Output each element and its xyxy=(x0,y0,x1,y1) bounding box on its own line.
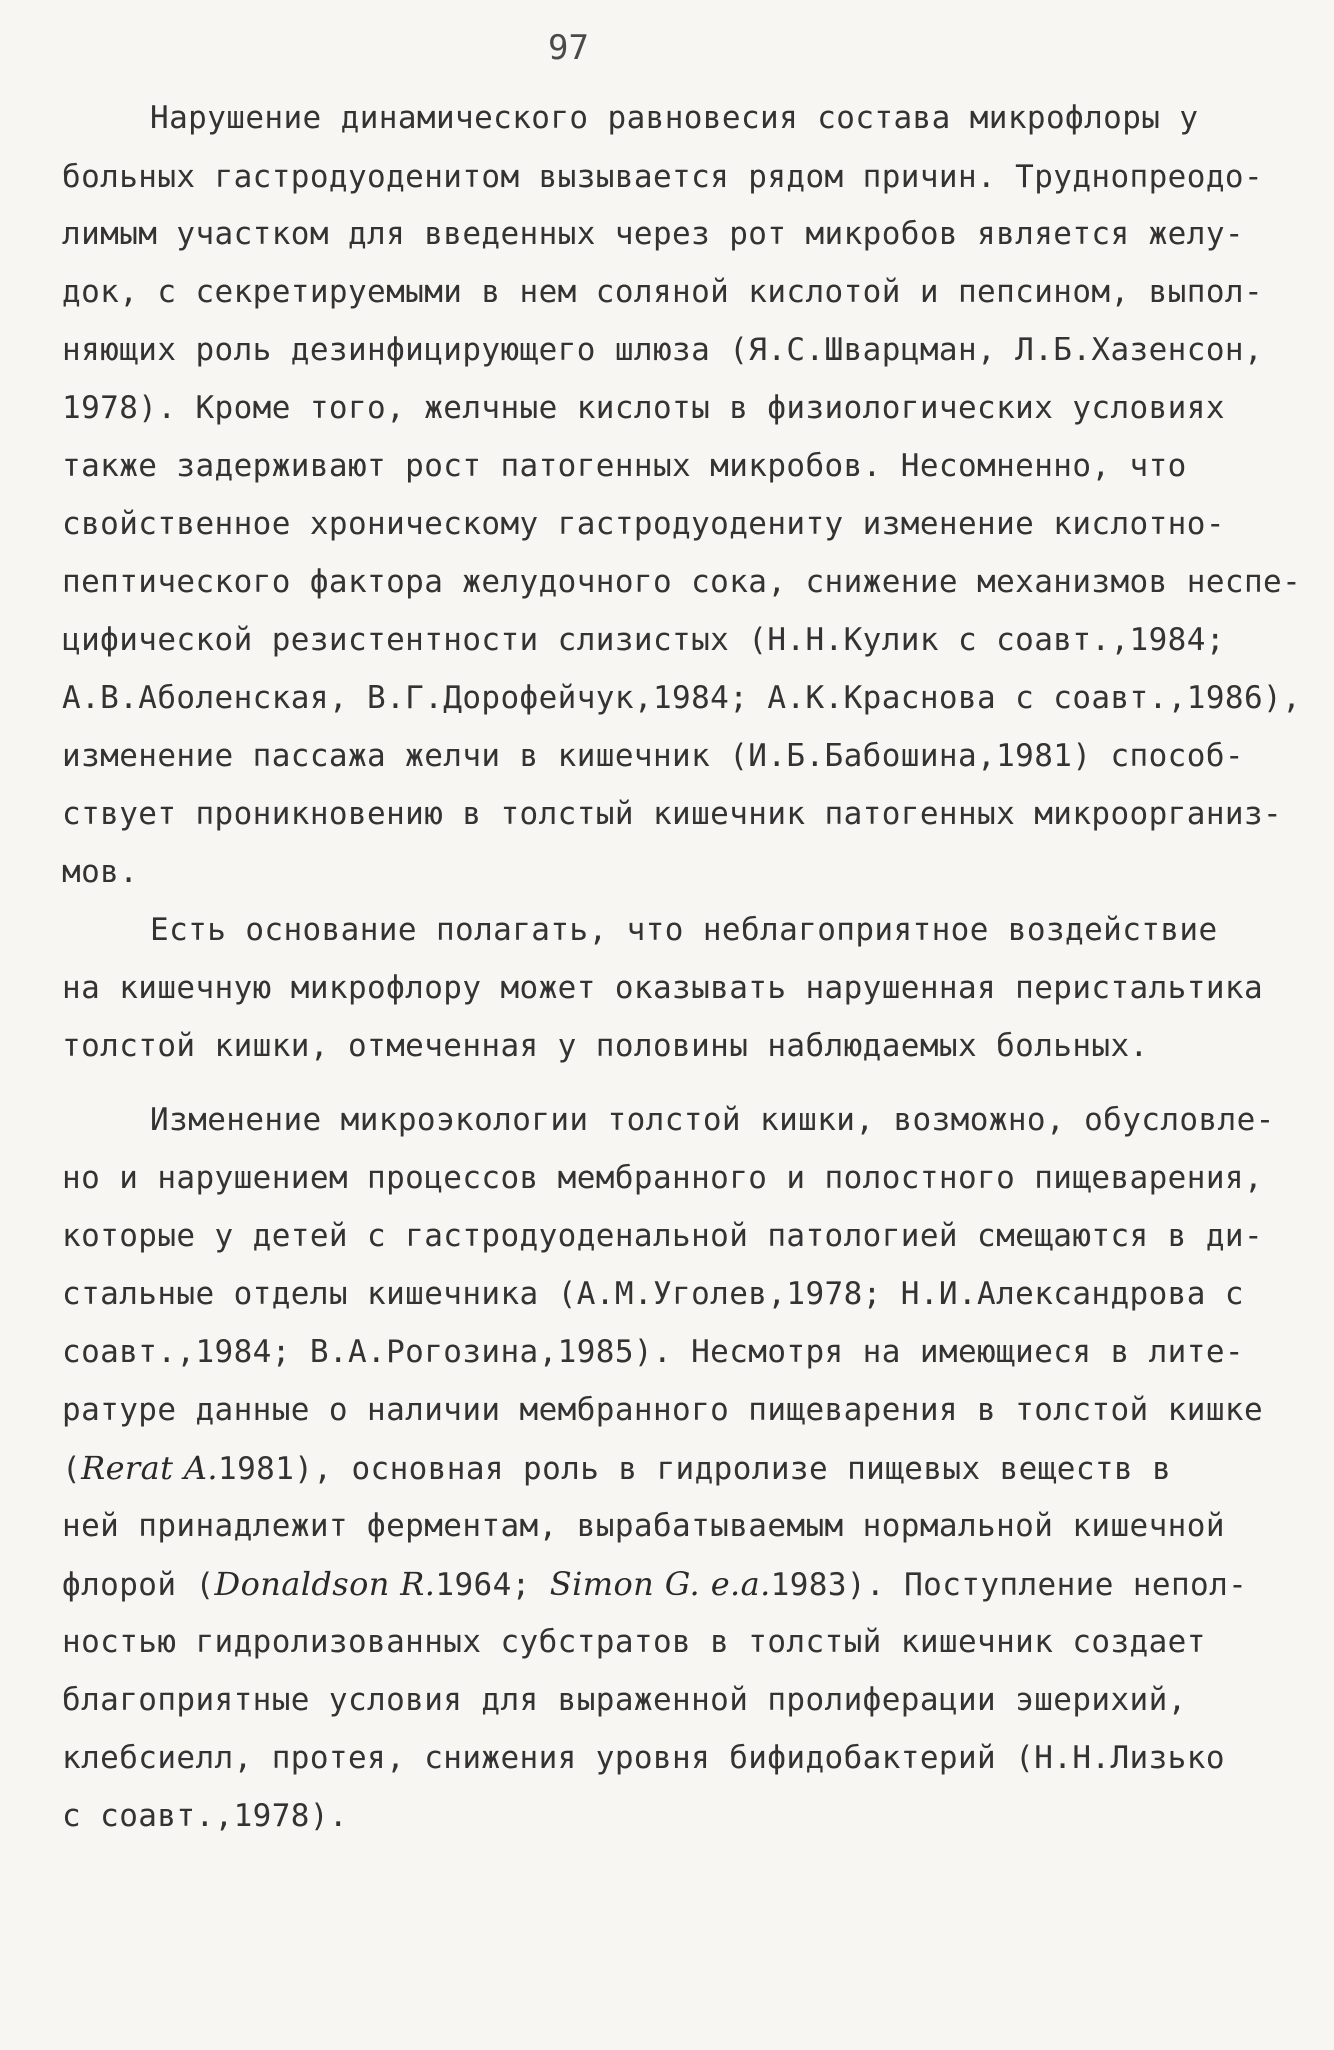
text-line: ней принадлежит ферментам, вырабатываемым нормальной кишечной xyxy=(62,1508,1225,1544)
text-line-handwritten-ref xyxy=(62,1564,1247,1605)
handwritten-author: Donaldson R. xyxy=(214,1565,436,1603)
text-line: с соавт.,1978). xyxy=(62,1798,348,1834)
text-line: А.В.Аболенская, В.Г.Дорофейчук,1984; А.К.Краснова с соавт.,1986), xyxy=(62,680,1302,716)
text-line: стальные отделы кишечника (А.М.Уголев,1978; Н.И.Александрова с xyxy=(62,1276,1244,1312)
text-line: Есть основание полагать, что неблагоприятное воздействие xyxy=(150,912,1218,948)
text-line: пептического фактора желудочного сока, снижение механизмов неспе- xyxy=(62,564,1302,600)
text-line: больных гастродуоденитом вызывается рядом причин. Труднопреодо- xyxy=(62,159,1264,195)
line-fragment: 1981), основная роль в гидролизе пищевых веществ в xyxy=(218,1451,1172,1487)
line-fragment: ( xyxy=(62,1451,82,1487)
line-fragment: 1983). Поступление непол- xyxy=(770,1567,1248,1603)
text-line: клебсиелл, протея, снижения уровня бифидобактерий (Н.Н.Лизько xyxy=(62,1740,1225,1776)
text-line: няющих роль дезинфицирующего шлюза (Я.С.Шварцман, Л.Б.Хазенсон, xyxy=(62,332,1264,368)
text-line: док, с секретируемыми в нем соляной кислотой и пепсином, выпол- xyxy=(62,274,1264,310)
handwritten-author: Rerat A. xyxy=(81,1449,218,1487)
text-line: также задерживают рост патогенных микробов. Несомненно, что xyxy=(62,448,1187,484)
text-line: на кишечную микрофлору может оказывать нарушенная перистальтика xyxy=(62,970,1264,1006)
text-line: свойственное хроническому гастродуодениту изменение кислотно- xyxy=(62,506,1225,542)
text-line: соавт.,1984; В.А.Рогозина,1985). Несмотря на имеющиеся в лите- xyxy=(62,1334,1244,1370)
text-line: изменение пассажа желчи в кишечник (И.Б.Бабошина,1981) способ- xyxy=(62,738,1244,774)
text-line: толстой кишки, отмеченная у половины наблюдаемых больных. xyxy=(62,1028,1149,1064)
text-line: 1978). Кроме того, желчные кислоты в физиологических условиях xyxy=(62,390,1225,426)
line-fragment: флорой ( xyxy=(62,1567,215,1603)
line-fragment: 1964; xyxy=(435,1567,550,1603)
text-line: Нарушение динамического равновесия состава микрофлоры у xyxy=(150,100,1199,136)
text-line-handwritten-ref xyxy=(62,1448,1171,1489)
text-line: Изменение микроэкологии толстой кишки, возможно, обусловле- xyxy=(150,1102,1275,1138)
page-number: 97 xyxy=(548,28,589,68)
handwritten-author: Simon G. e.a. xyxy=(549,1565,771,1603)
text-line: которые у детей с гастродуоденальной патологией смещаются в ди- xyxy=(62,1218,1264,1254)
text-line: но и нарушением процессов мембранного и полостного пищеварения, xyxy=(62,1160,1264,1196)
text-line: ратуре данные о наличии мембранного пищеварения в толстой кишке xyxy=(62,1392,1264,1428)
text-line: благоприятные условия для выраженной пролиферации эшерихий, xyxy=(62,1682,1187,1718)
text-line: лимым участком для введенных через рот микробов является желу- xyxy=(62,216,1244,252)
text-line: ствует проникновению в толстый кишечник патогенных микроорганиз- xyxy=(62,796,1283,832)
text-line: ностью гидролизованных субстратов в толстый кишечник создает xyxy=(62,1624,1206,1660)
text-line: мов. xyxy=(62,854,139,890)
text-line: цифической резистентности слизистых (Н.Н.Кулик с соавт.,1984; xyxy=(62,622,1225,658)
